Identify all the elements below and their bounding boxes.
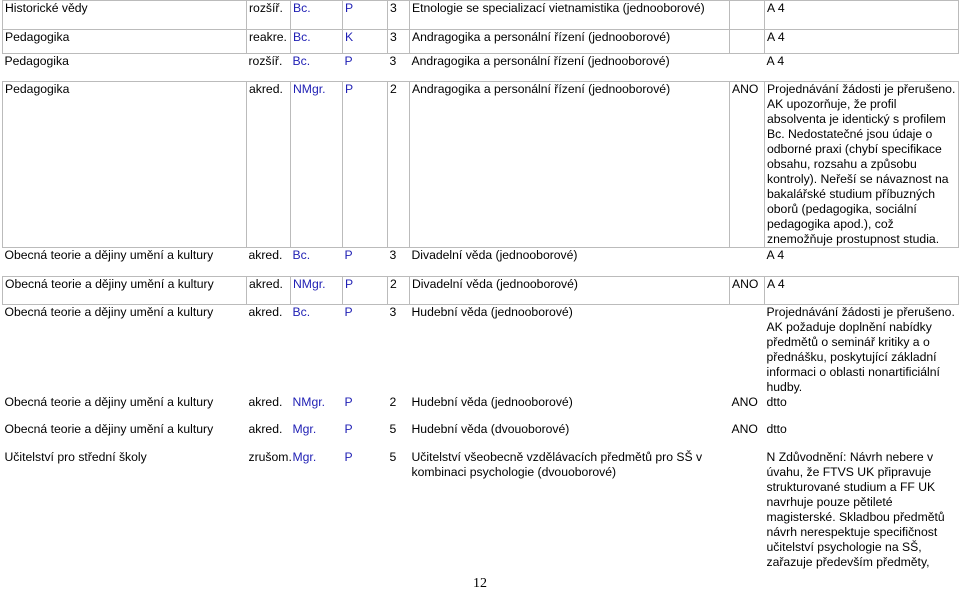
cell-years: 3 [388, 30, 410, 54]
cell-form: P [343, 277, 388, 305]
cell-years: 2 [389, 395, 397, 409]
cell-field: Historické vědy [3, 1, 247, 30]
cell-form: K [343, 30, 388, 54]
cell-rating: A 4 [765, 30, 959, 54]
cell-action: akred. [248, 422, 283, 436]
cell-field: Pedagogika [3, 82, 247, 248]
table-row [3, 54, 959, 82]
cell-field: Obecná teorie a dějiny umění a kultury [4, 305, 214, 319]
cell-action: zrušom. [248, 450, 292, 464]
table-row [3, 277, 959, 305]
cell-degree: NMgr. [291, 82, 343, 248]
cell-rating: A 4 [766, 54, 785, 68]
cell-action: akred. [248, 395, 283, 409]
cell-flag [730, 450, 765, 570]
cell-flag [730, 30, 765, 54]
cell-field: Obecná teorie a dějiny umění a kultury [3, 277, 247, 305]
cell-years: 2 [388, 82, 410, 248]
cell-field: Obecná teorie a dějiny umění a kultury [4, 422, 214, 436]
cell-degree: NMgr. [291, 277, 343, 305]
cell-years: 2 [388, 277, 410, 305]
cell-program: Andragogika a personální řízení (jednooborové) [411, 54, 670, 68]
cell-action: akred. [248, 305, 283, 319]
cell-years: 3 [389, 54, 397, 68]
cell-rating: A 4 [766, 248, 785, 262]
program-table [2, 0, 959, 570]
table-row [3, 248, 959, 277]
page-number: 12 [473, 576, 487, 591]
cell-program: Hudební věda (dvouoborové) [411, 422, 570, 436]
table-row [3, 305, 959, 396]
cell-action: akred. [248, 248, 283, 262]
cell-rating: N Zdůvodnění: Návrh nebere v úvahu, že FTVS UK připravuje strukturované studium a FF UK navrhuje pouze pětileté magisterské. Skladbou předmětů návrh nerespektuje specifičnost učitelství psychologie na SŠ, zařazuje především předměty, [766, 450, 945, 569]
cell-form: P [344, 450, 353, 464]
cell-flag [730, 1, 765, 30]
cell-field: Obecná teorie a dějiny umění a kultury [4, 395, 214, 409]
cell-program: Hudební věda (jednooborové) [411, 305, 573, 319]
cell-form: P [344, 54, 353, 68]
cell-form: P [343, 82, 388, 248]
cell-program: Divadelní věda (jednooborové) [411, 248, 578, 262]
cell-program: Hudební věda (jednooborové) [411, 395, 573, 409]
table-row [3, 82, 959, 248]
cell-form: P [343, 1, 388, 30]
cell-action: akred. [247, 82, 291, 248]
cell-flag: ANO [731, 422, 758, 436]
cell-form: P [344, 305, 353, 319]
cell-rating: dtto [766, 395, 787, 409]
cell-flag [730, 248, 765, 277]
cell-rating: A 4 [765, 277, 959, 305]
cell-field: Učitelství pro střední školy [4, 450, 147, 464]
cell-degree: Bc. [291, 30, 343, 54]
cell-degree: NMgr. [292, 395, 326, 409]
cell-degree: Bc. [292, 248, 311, 262]
cell-rating: Projednávání žádosti je přerušeno. AK požaduje doplnění nabídky předmětů o seminář kritiky a o přednášku, poskytující základní informaci o oblasti nonartificiální hudby. [766, 305, 955, 394]
cell-form: P [344, 248, 353, 262]
table-row [3, 422, 959, 450]
table-row [3, 450, 959, 570]
cell-program: Divadelní věda (jednooborové) [410, 277, 730, 305]
cell-action: akred. [247, 277, 291, 305]
cell-years: 5 [389, 450, 397, 464]
cell-degree: Bc. [292, 305, 311, 319]
cell-rating: A 4 [765, 1, 959, 30]
cell-field: Obecná teorie a dějiny umění a kultury [4, 248, 214, 262]
cell-action: reakre. [247, 30, 291, 54]
cell-action: rozšíř. [248, 54, 283, 68]
cell-rating: dtto [766, 422, 787, 436]
cell-years: 3 [389, 248, 397, 262]
cell-degree: Mgr. [292, 422, 317, 436]
cell-program: Etnologie se specializací vietnamistika (jednooborové) [410, 1, 730, 30]
cell-form: P [344, 422, 353, 436]
cell-flag [730, 305, 765, 396]
cell-program: Andragogika a personální řízení (jednooborové) [410, 82, 730, 248]
cell-degree: Bc. [291, 1, 343, 30]
cell-form: P [344, 395, 353, 409]
cell-field: Pedagogika [3, 30, 247, 54]
cell-years: 5 [389, 422, 397, 436]
cell-program: Andragogika a personální řízení (jednooborové) [410, 30, 730, 54]
cell-degree: Bc. [292, 54, 311, 68]
cell-flag: ANO [730, 277, 765, 305]
cell-field: Pedagogika [4, 54, 69, 68]
table-row [3, 395, 959, 422]
cell-flag [730, 54, 765, 82]
table-row [3, 30, 959, 54]
cell-program: Učitelství všeobecně vzdělávacích předmětů pro SŠ v kombinaci psychologie (dvouoborové) [411, 450, 703, 479]
cell-years: 3 [389, 305, 397, 319]
cell-action: rozšíř. [247, 1, 291, 30]
cell-years: 3 [388, 1, 410, 30]
cell-flag: ANO [731, 395, 758, 409]
table-row [3, 1, 959, 30]
cell-degree: Mgr. [292, 450, 317, 464]
cell-flag: ANO [730, 82, 765, 248]
cell-rating: Projednávání žádosti je přerušeno. AK upozorňuje, že profil absolventa je identický s profilem Bc. Nedostatečné jsou údaje o odborné praxi (chybí specifikace obsahu, rozsahu a způsobu kontroly). Neřeší se návaznost na bakalářské studium příbuzných oborů (pedagogika, sociální pedagogika apod.), což znemožňuje prostupnost studia. [765, 82, 959, 248]
